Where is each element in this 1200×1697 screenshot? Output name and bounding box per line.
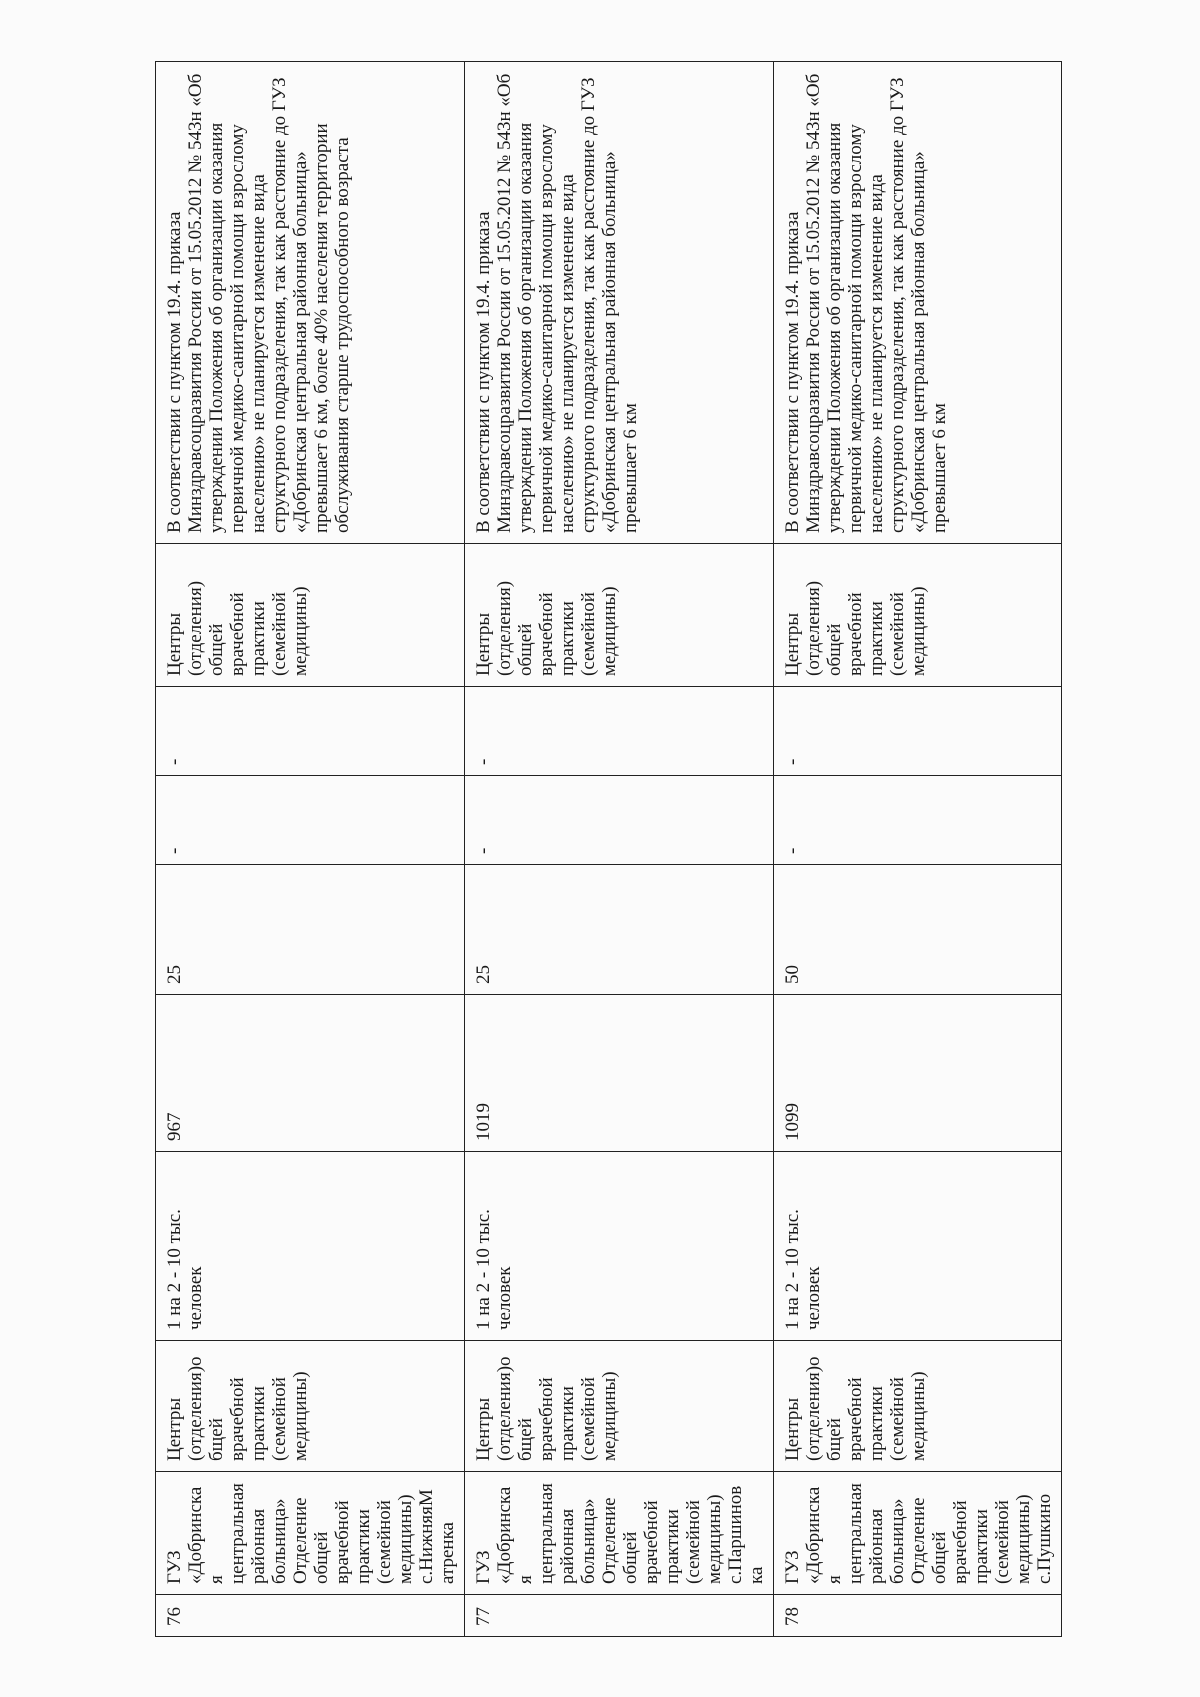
- norm-cell: 1 на 2 - 10 тыс. человек: [774, 1152, 1062, 1341]
- organization-cell: ГУЗ «Добринская центральная районная больница» Отделение общей врачебной практики (семейной медицины) с.Пушкино: [774, 1472, 1062, 1595]
- row-number: 78: [774, 1595, 1062, 1637]
- row-number: 76: [156, 1595, 465, 1637]
- population-cell: 1019: [465, 995, 774, 1152]
- distance-cell: 25: [156, 865, 465, 995]
- dash-cell: -: [465, 776, 774, 865]
- dash-cell: -: [774, 687, 1062, 776]
- dash-cell: -: [774, 776, 1062, 865]
- dash-cell: -: [156, 687, 465, 776]
- distance-cell: 25: [465, 865, 774, 995]
- norm-cell: 1 на 2 - 10 тыс. человек: [156, 1152, 465, 1341]
- justification-cell: В соответствии с пунктом 19.4. приказа Минздравсоцразвития России от 15.05.2012 № 543н «Об утверждении Положения об организации оказания первичной медико-санитарной помощи взрослому населению» не планируется изменение вида структурного подразделения, так как расстояние до ГУЗ «Добринская центральная районная больница» превышает 6 км: [774, 62, 1062, 544]
- planned-type-cell: Центры (отделения) общей врачебной практики (семейной медицины): [156, 544, 465, 687]
- justification-cell: В соответствии с пунктом 19.4. приказа Минздравсоцразвития России от 15.05.2012 № 543н «Об утверждении Положения об организации оказания первичной медико-санитарной помощи взрослому населению» не планируется изменение вида структурного подразделения, так как расстояние до ГУЗ «Добринская центральная районная больница» превышает 6 км, более 40% населения территории обслуживания старше трудоспособного возраста: [156, 62, 465, 544]
- unit-type-cell: Центры (отделения)общей врачебной практики (семейной медицины): [156, 1341, 465, 1472]
- dash-cell: -: [156, 776, 465, 865]
- justification-cell: В соответствии с пунктом 19.4. приказа Минздравсоцразвития России от 15.05.2012 № 543н «Об утверждении Положения об организации оказания первичной медико-санитарной помощи взрослому населению» не планируется изменение вида структурного подразделения, так как расстояние до ГУЗ «Добринская центральная районная больница» превышает 6 км: [465, 62, 774, 544]
- distance-cell: 50: [774, 865, 1062, 995]
- organization-cell: ГУЗ «Добринская центральная районная больница» Отделение общей врачебной практики (семейной медицины) с.НижняяМатренка: [156, 1472, 465, 1595]
- unit-type-cell: Центры (отделения)общей врачебной практики (семейной медицины): [465, 1341, 774, 1472]
- population-cell: 967: [156, 995, 465, 1152]
- rotated-table-container: [155, 62, 1055, 1637]
- planned-type-cell: Центры (отделения) общей врачебной практики (семейной медицины): [465, 544, 774, 687]
- unit-type-cell: Центры (отделения)общей врачебной практики (семейной медицины): [774, 1341, 1062, 1472]
- table-row: [465, 62, 774, 1637]
- dash-cell: -: [465, 687, 774, 776]
- norm-cell: 1 на 2 - 10 тыс. человек: [465, 1152, 774, 1341]
- planned-type-cell: Центры (отделения) общей врачебной практики (семейной медицины): [774, 544, 1062, 687]
- row-number: 77: [465, 1595, 774, 1637]
- table-row: [156, 62, 465, 1637]
- facilities-table: [155, 61, 1062, 1637]
- population-cell: 1099: [774, 995, 1062, 1152]
- organization-cell: ГУЗ «Добринская центральная районная больница» Отделение общей врачебной практики (семейной медицины) с.Паршиновка: [465, 1472, 774, 1595]
- table-row: [774, 62, 1062, 1637]
